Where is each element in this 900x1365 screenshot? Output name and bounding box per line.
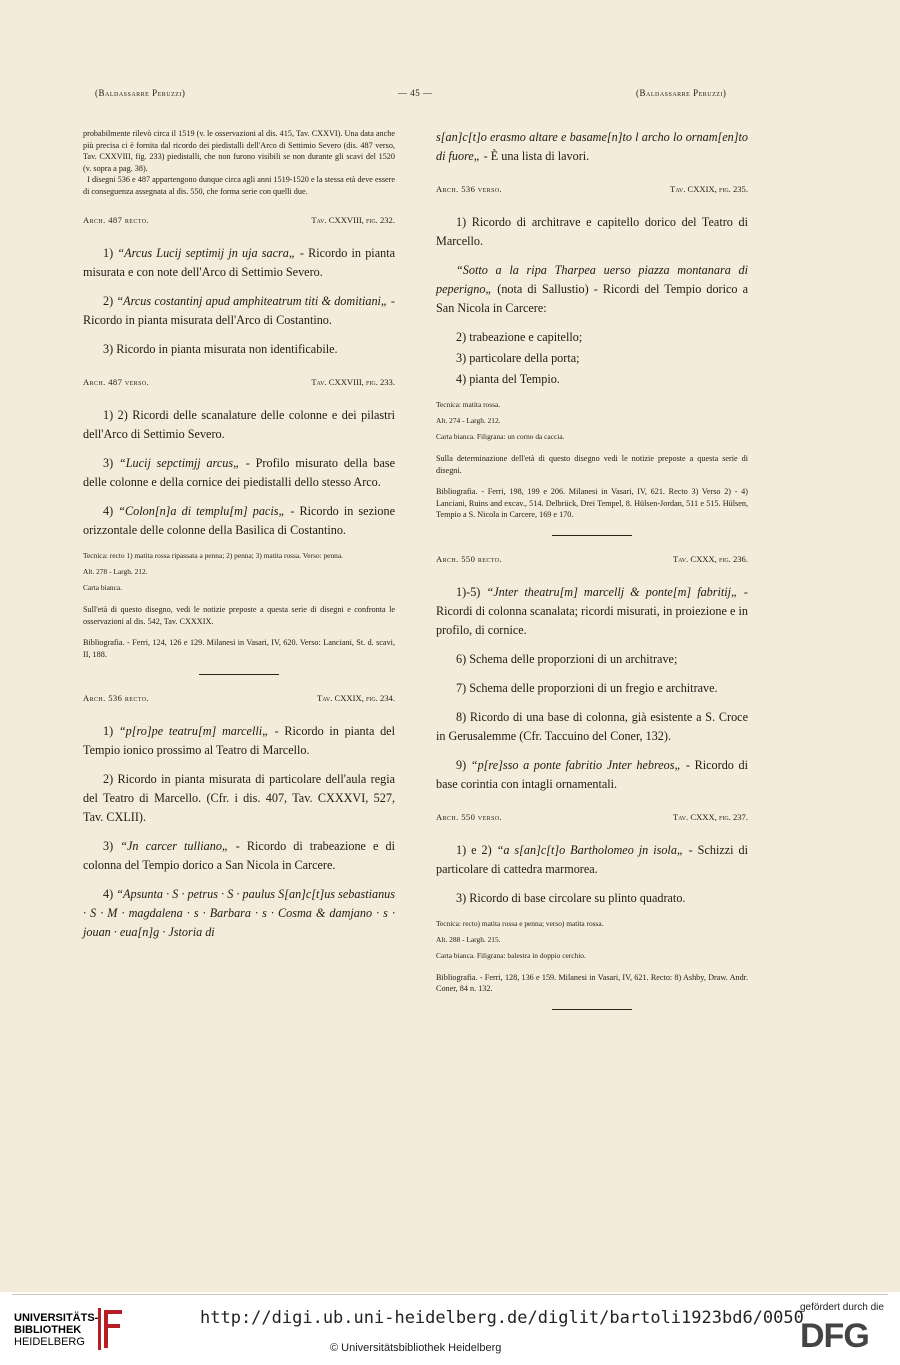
dating-note: Sulla determinazione dell'età di questo disegno vedi le notizie preposte a questa serie di disegni. [436, 454, 748, 475]
entry-item: 2) trabeazione e capitello; [456, 330, 583, 344]
entry-item: 6) Schema delle proporzioni di un architrave; [456, 651, 678, 666]
entry-item: 3) Ricordo di base circolare su plinto quadrato. [456, 890, 686, 905]
copyright-notice: © Universitätsbibliothek Heidelberg [330, 1342, 502, 1354]
paper-note: Carta bianca. Filigrana: balestra in doppio cerchio. [436, 950, 586, 960]
entry-item: 8) Ricordo di una base di colonna, già esistente a S. Croce in Gerusalemme (Cfr. Taccuino del Coner, 132). [436, 709, 748, 743]
entry-header: Arch. 487 recto. Tav. CXXVIII, fig. 232. [83, 215, 395, 225]
entry-header: Arch. 550 recto. Tav. CXXX, fig. 236. [436, 553, 748, 564]
technique-note: Tecnica: recto) matita rossa e penna; verso) matita rossa. [436, 918, 604, 928]
entry-item: 7) Schema delle proporzioni di un fregio e architrave. [456, 680, 718, 695]
dfg-logo: DFG [800, 1317, 869, 1355]
entry-header: Arch. 550 verso. Tav. CXXX, fig. 237. [436, 811, 748, 822]
entry-header: Arch. 487 verso. Tav. CXXVIII, fig. 233. [83, 377, 395, 387]
bibliography: Bibliografia. - Ferri, 128, 136 e 159. Milanesi in Vasari, IV, 621. Recto: 8) Ashby, Draw. Andr. Coner, 84 n. 132. [436, 972, 748, 993]
entry-item: 9) “p[re]sso a ponte fabritio Jnter hebreos„ - Ricordo di base corintia con intagli ornamentali. [436, 757, 748, 791]
permalink-url[interactable]: http://digi.ub.uni-heidelberg.de/diglit/bartoli1923bd6/0050 [200, 1308, 804, 1328]
entry-item: 4) “Colon[n]a di templu[m] pacis„ - Ricordo in sezione orizzontale delle colonne della Basilica di Costantino. [83, 504, 395, 537]
entry-item: 3) “Lucij sepctimjj arcus„ - Profilo misurato della base delle colonne e della cornice dei piedistalli dello stesso Arco. [83, 456, 396, 489]
dating-note: Sull'età di questo disegno, vedi le notizie preposte a questa serie di disegni e confronta le osservazioni al dis. 542, Tav. CXXXIX. [83, 605, 395, 626]
ub-heidelberg-emblem-icon [92, 1304, 128, 1354]
technique-note: Tecnica: matita rossa. [436, 400, 501, 409]
right-column [436, 128, 748, 1024]
entry-item: 4) “Apsunta · S · petrus · S · paulus S[an]c[t]us sebastianus · S · M · magdalena · s · Barbara · s · Cosma & damjano · s · jouan · eua[n]g · Jstoria di [83, 887, 395, 939]
paper-note: Carta bianca. [83, 583, 122, 592]
entry-item: 3) “Jn carcer tulliano„ - Ricordo di trabeazione e di colonna del Tempio dorico a San Nicola in Carcere. [83, 839, 395, 872]
left-column [83, 128, 395, 952]
entry-item: 1) 2) Ricordi delle scanalature delle colonne e dei pilastri dell'Arco di Settimio Severo. [83, 408, 395, 441]
bibliography: Bibliografia. - Ferri, 198, 199 e 206. Milanesi in Vasari, IV, 621. Recto 3) Verso 2) - 4) Lanciani, Ruins and excav., 514. Delbrück, Drei Tempel, 8. Hülsen-Jordan, 511 e 515. Hülsen, Tempio a S. Nicola in Carcere, 169 e 170. [436, 487, 748, 519]
entry-header: Arch. 536 recto. Tav. CXXIX, fig. 234. [83, 693, 395, 703]
separator-rule [552, 1009, 632, 1010]
viewer-footer [0, 1292, 900, 1365]
entry-item: 2) “Arcus costantinj apud amphiteatrum titi & domitiani„ - Ricordo in pianta misurata dell'Arco di Costantino. [83, 294, 395, 327]
paper-note: Carta bianca. Filigrana: un corno da caccia. [436, 432, 565, 441]
entry-item: 4) pianta del Tempio. [456, 372, 560, 386]
entry-item: 3) Ricordo in pianta misurata non identificabile. [103, 342, 338, 356]
entry-item: 1) Ricordo di architrave e capitello dorico del Teatro di Marcello. [436, 215, 748, 248]
entry-item: “Sotto a la ripa Tharpea uerso piazza montanara di peperigno„ (nota di Sallustio) - Ricordi del Tempio dorico a San Nicola in Carcere: [436, 263, 748, 315]
dimensions-note: Alt. 278 - Largh. 212. [83, 567, 148, 576]
entry-item: 3) particolare della porta; [456, 351, 580, 365]
technique-note: Tecnica: recto 1) matita rossa ripassata a penna; 2) penna; 3) matita rossa. Verso: penna. [83, 551, 343, 560]
ub-heidelberg-logo-text: UNIVERSITÄTS- BIBLIOTHEK HEIDELBERG [14, 1312, 99, 1348]
intro-paragraph: probabilmente rilevò circa il 1519 (v. le osservazioni al dis. 415, Tav. CXXVI). Una data anche più precisa ci è fornita dal ricordo dei piedistalli dell'Arco di Settimio Severo (dis. 487 verso, Tav. CXXVIII, fig. 233) piedistalli, che non furono visibili se non durante gli scavi del 1520 (v. sopra a pag. 38). I disegni 536 e 487 appartengono dunque circa agli anni 1519-1520 e la stessa età deve essere di conseguenza assegnata al dis. 550, che forma serie con quelli due. [83, 129, 395, 196]
entry-item: 1)-5) “Jnter theatru[m] marcellj & ponte[m] fabritij„ - Ricordi di colonna scanalata; ricordi misurati, in proiezione e in profilo, di cornice. [436, 584, 748, 637]
entry-header: Arch. 536 verso. Tav. CXXIX, fig. 235. [436, 184, 748, 194]
running-head-right: (Baldassarre Peruzzi) [636, 88, 727, 98]
running-head-left: (Baldassarre Peruzzi) [95, 88, 186, 98]
page-number: — 45 — [398, 88, 433, 98]
separator-rule [552, 535, 632, 536]
entry-item-continued: s[an]c[t]o erasmo altare e basame[n]to l archo lo ornam[en]to di fuore„ - È una lista di lavori. [436, 130, 748, 163]
dimensions-note: Alt. 288 - Largh. 215. [436, 934, 501, 944]
footer-divider [12, 1294, 888, 1295]
entry-item: 1) “p[ro]pe teatru[m] marcelli„ - Ricordo in pianta del Tempio ionico prossimo al Teatro di Marcello. [83, 724, 395, 757]
entry-item: 1) “Arcus Lucij septimij jn uja sacra„ - Ricordo in pianta misurata e con note dell'Arco di Settimio Severo. [83, 246, 395, 279]
entry-item: 2) Ricordo in pianta misurata di particolare dell'aula regia del Teatro di Marcello. (Cfr. i dis. 407, Tav. CXXXVI, 527, Tav. CXLII). [83, 772, 395, 824]
dimensions-note: Alt. 274 - Largh. 212. [436, 416, 501, 425]
funding-note: gefördert durch die [800, 1302, 884, 1313]
bibliography: Bibliografia. - Ferri, 124, 126 e 129. Milanesi in Vasari, IV, 620. Verso: Lanciani, St. d. scavi, II, 188. [83, 638, 395, 659]
separator-rule [199, 674, 279, 675]
entry-item: 1) e 2) “a s[an]c[t]o Bartholomeo jn isola„ - Schizzi di particolare di cattedra marmorea. [436, 842, 748, 876]
